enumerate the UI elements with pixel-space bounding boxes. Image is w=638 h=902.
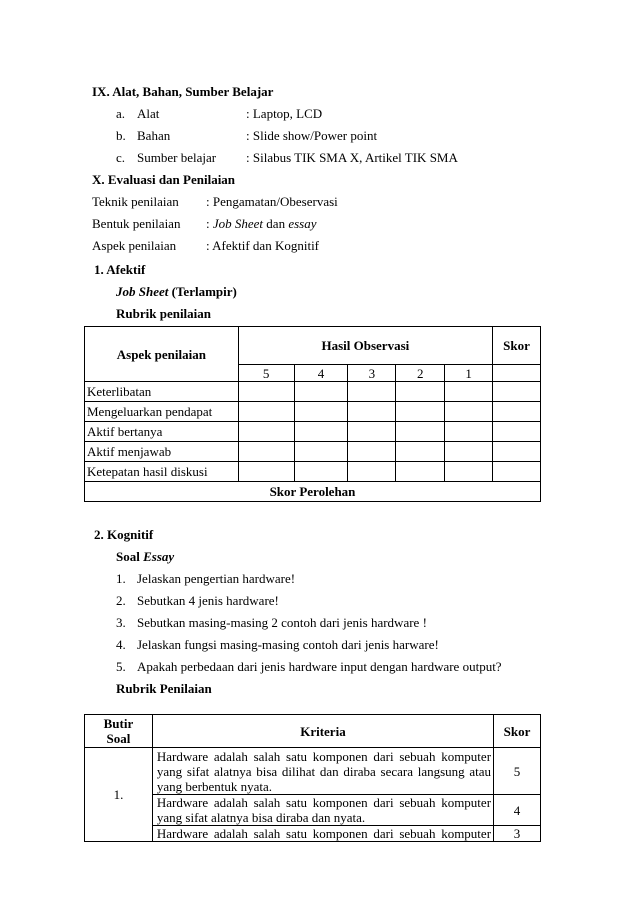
question-number: 4. — [116, 637, 126, 652]
table-row — [85, 826, 541, 842]
score-4: 4 — [294, 365, 348, 382]
kognitif-rubric-table — [84, 714, 541, 842]
kognitif-rubrik-title: Rubrik Penilaian — [116, 681, 212, 696]
question-number: 1. — [116, 571, 126, 586]
field-value: : Job Sheet dan essay — [206, 216, 317, 231]
question-number: 2. — [116, 593, 126, 608]
aspek-name: Mengeluarkan pendapat — [85, 402, 239, 422]
list-label: Sumber belajar — [137, 150, 217, 165]
kriteria-text: Hardware adalah salah satu komponen dari sebuah komputer yang sifat alatnya bisa diraba dan nyata. — [152, 795, 493, 826]
table-row — [85, 442, 541, 462]
question-number: 3. — [116, 615, 126, 630]
table-row — [85, 422, 541, 442]
kriteria-skor: 3 — [494, 826, 541, 842]
table-row — [85, 402, 541, 422]
score-3: 3 — [348, 365, 396, 382]
field-value: : Pengamatan/Obeservasi — [206, 194, 338, 209]
afektif-rubrik-title: Rubrik penilaian — [116, 306, 212, 321]
question-text: Jelaskan fungsi masing-masing contoh dari jenis harware! — [137, 637, 439, 652]
aspek-name: Aktif bertanya — [85, 422, 239, 442]
skor-header: Skor — [493, 327, 541, 365]
list-value: : Silabus TIK SMA X, Artikel TIK SMA — [246, 150, 458, 165]
aspek-name: Aktif menjawab — [85, 442, 239, 462]
kriteria-skor: 5 — [494, 748, 541, 795]
skor-header: Skor — [494, 715, 541, 748]
field-label: Bentuk penilaian — [92, 216, 181, 231]
skor-perolehan: Skor Perolehan — [85, 482, 541, 502]
aspek-name: Ketepatan hasil diskusi — [85, 462, 239, 482]
list-letter: c. — [116, 150, 126, 165]
list-letter: b. — [116, 128, 126, 143]
table-row — [85, 795, 541, 826]
afektif-title: 1. Afektif — [94, 262, 146, 277]
list-value: : Slide show/Power point — [246, 128, 378, 143]
soal-essay-title: Soal Essay — [116, 549, 175, 564]
list-value: : Laptop, LCD — [246, 106, 323, 121]
section-ix-title: IX. Alat, Bahan, Sumber Belajar — [92, 84, 274, 99]
score-1: 1 — [445, 365, 493, 382]
field-label: Aspek penilaian — [92, 238, 177, 253]
list-letter: a. — [116, 106, 126, 121]
kriteria-header: Kriteria — [152, 715, 493, 748]
question-text: Apakah perbedaan dari jenis hardware input dengan hardware output? — [137, 659, 502, 674]
afektif-rubric-table — [84, 326, 541, 502]
hasil-header: Hasil Observasi — [238, 327, 492, 365]
question-text: Sebutkan masing-masing 2 contoh dari jenis hardware ! — [137, 615, 427, 630]
field-value: : Afektif dan Kognitif — [206, 238, 320, 253]
table-row — [85, 462, 541, 482]
kriteria-text: Hardware adalah salah satu komponen dari sebuah komputer yang sifat alatnya bisa dilihat dan diraba secara langsung atau yang berbentuk nyata. — [152, 748, 493, 795]
empty-cell — [493, 365, 541, 382]
aspek-header: Aspek penilaian — [85, 327, 239, 382]
section-x-title: X. Evaluasi dan Penilaian — [92, 172, 236, 187]
list-label: Bahan — [137, 128, 171, 143]
butir-number: 1. — [85, 748, 153, 842]
field-label: Teknik penilaian — [92, 194, 179, 209]
question-text: Jelaskan pengertian hardware! — [137, 571, 296, 586]
list-label: Alat — [137, 106, 160, 121]
score-2: 2 — [396, 365, 445, 382]
aspek-name: Keterlibatan — [85, 382, 239, 402]
score-5: 5 — [238, 365, 294, 382]
question-text: Sebutkan 4 jenis hardware! — [137, 593, 279, 608]
kognitif-title: 2. Kognitif — [94, 527, 154, 542]
butir-header: Butir Soal — [85, 715, 153, 748]
kriteria-skor: 4 — [494, 795, 541, 826]
table-row — [85, 382, 541, 402]
jobsheet-line: Job Sheet (Terlampir) — [116, 284, 237, 299]
table-row — [85, 748, 541, 795]
kriteria-text: Hardware adalah salah satu komponen dari sebuah komputer — [152, 826, 493, 842]
question-number: 5. — [116, 659, 126, 674]
